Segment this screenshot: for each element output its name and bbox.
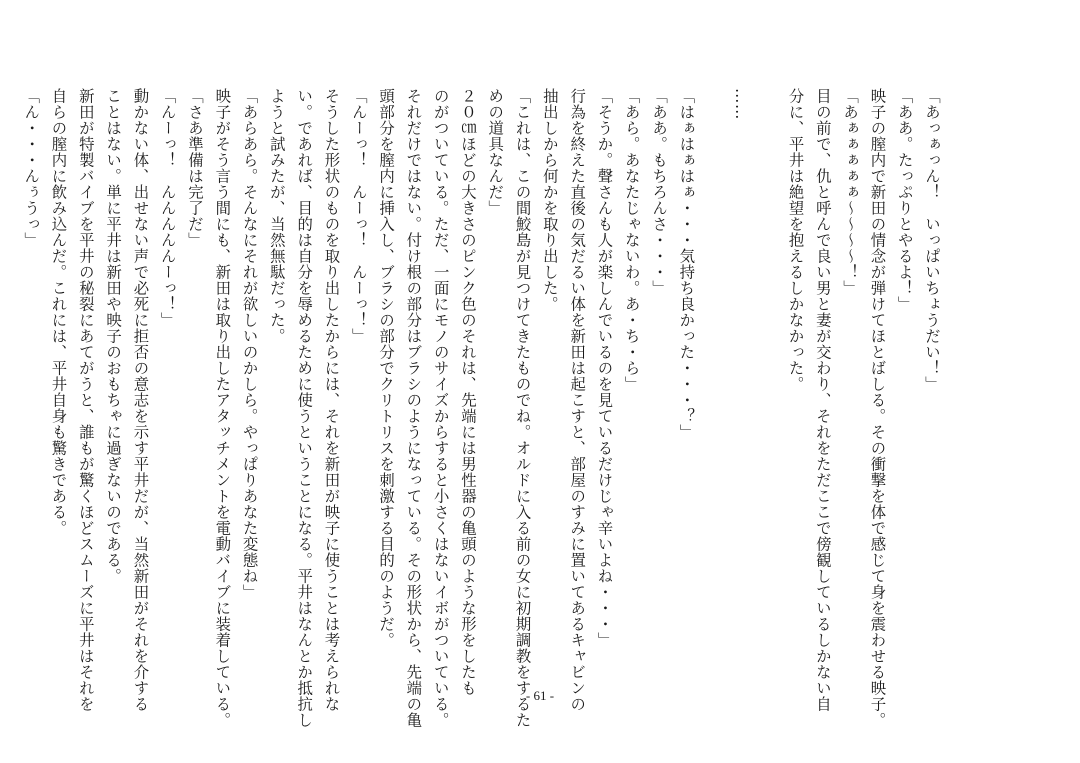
- blank-line: [699, 88, 726, 678]
- text-line: 行為を終えた直後の気だるい体を新田は起こすと、部屋のすみに置いてあるキャビンの: [568, 88, 587, 712]
- text-line: ことはない。単に平井は新田や映子のおもちゃに過ぎないのである。: [104, 88, 123, 584]
- text-line: ……: [731, 88, 750, 120]
- text-line: それだけではない。付け根の部分はブラシのようになっている。その形状から、先端の亀: [404, 88, 423, 728]
- text-line: 「ああ。もちろんさ・・・」: [650, 88, 669, 296]
- text-line: 自らの膣内に飲み込んだ。これには、平井自身も驚きである。: [49, 88, 68, 536]
- text-line: 動かない体、出せない声で必死に拒否の意志を示す平井だが、当然新田がそれを介する: [131, 88, 150, 712]
- text-line: ようと試みたが、当然無駄だった。: [267, 88, 286, 344]
- page-number: - 61 -: [525, 688, 555, 703]
- text-line: めの道具なんだ」: [486, 88, 505, 216]
- text-line: 「ん・・・んぅうっ」: [22, 88, 41, 248]
- text-line: 「ああ。たっぷりとやるよ！」: [895, 88, 914, 312]
- text-line: ２０㎝ほどの大きさのピンク色のそれは、先端には男性器の亀頭のような形をしたも: [458, 88, 477, 696]
- text-line: そうした形状のものを取り出したからには、それを新田が映子に使うことは考えられな: [322, 88, 341, 712]
- text-line: 映子の膣内で新田の情念が弾けてほとばしる。その衝撃を体で感じて身を震わせる映子。: [868, 88, 887, 728]
- text-line: 「んーっ！ んーっ！ んーっ！」: [349, 88, 368, 344]
- text-line: 「あぁぁぁぁぁ〜〜〜〜！」: [841, 88, 860, 296]
- text-line: 「はぁはぁはぁ・・・気持ち良かった・・・？」: [677, 88, 696, 440]
- text-line: 「あら。あなたじゃないわ。あ・ち・ら」: [622, 88, 641, 392]
- blank-line: [754, 88, 781, 678]
- text-line: 目の前で、仇と呼んで良い男と妻が交わり、それをただここで傍観しているしかない自: [813, 88, 832, 712]
- text-line: い。であれば、目的は自分を辱めるために使うということになる。平井はなんとか抵抗し: [295, 88, 314, 728]
- text-line: 映子がそう言う間にも、新田は取り出したアタッチメントを電動バイブに装着している。: [213, 88, 232, 728]
- text-line: 「んーっ！ んんんんんーっ！」: [158, 88, 177, 328]
- text-line: 抽出しから何かを取り出した。: [540, 88, 559, 312]
- text-line: 「あっぁっん！ いっぱいちょうだい！」: [923, 88, 941, 392]
- text-line: 新田が特製バイブを平井の秘裂にあてがうと、誰もが驚くほどスムーズに平井はそれを: [76, 88, 95, 712]
- text-line: 「これは、この間鮫島が見つけてきたものでね。オルドに入る前の女に初期調教をするた: [513, 88, 532, 728]
- text-line: 分に、平井は絶望を抱えるしかなかった。: [786, 88, 805, 392]
- text-line: 頭部分を膣内に挿入し、ブラシの部分でクリトリスを刺激する目的のようだ。: [377, 88, 396, 648]
- text-line: 「あらあら。そんなにそれが欲しいのかしら。やっぱりあなた変態ね」: [240, 88, 259, 600]
- text-line: 「そうか。聲さんも人が楽しんでいるのを見ているだけじゃ辛いよね・・・」: [595, 88, 614, 648]
- text-line: 「さあ準備は完了だ」: [185, 88, 204, 248]
- text-line: のがついている。ただ、一面にモノのサイズからすると小さくはないイボがついている。: [431, 88, 450, 728]
